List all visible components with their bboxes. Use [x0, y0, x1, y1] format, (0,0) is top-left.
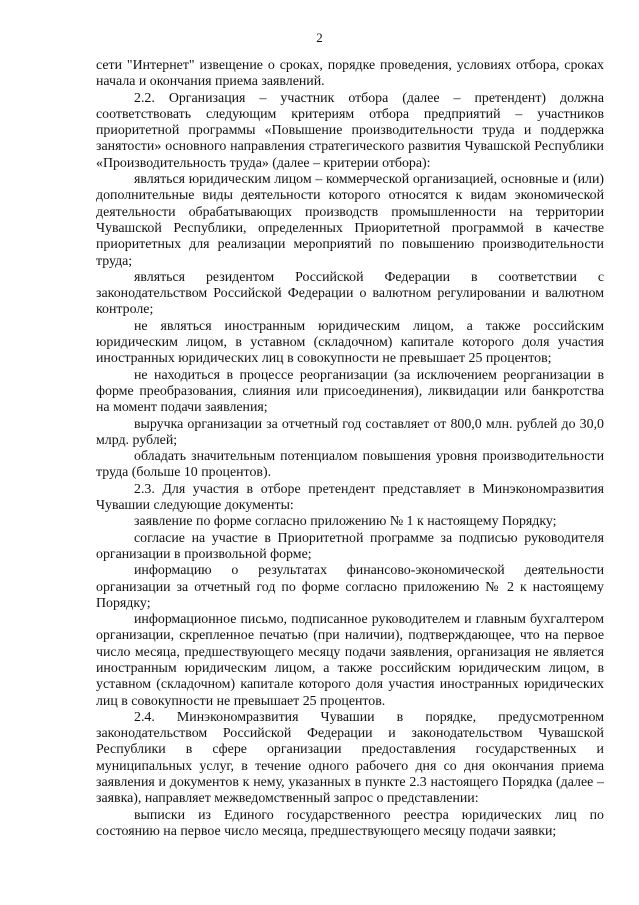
- page-number: 2: [316, 30, 323, 45]
- paragraph-14: 2.4. Минэкономразвития Чувашии в порядке, предусмотренном законодательством Российской Федерации и законодательством Чувашской Республики в сфере организации предоставления государственных и муниципальных услуг, в течение одного рабочего дня со дня окончания приема заявления и документов к нему, указанных в пункте 2.3 настоящего Порядка (далее – заявка), направляет межведомственный запрос о представлении:: [96, 709, 604, 807]
- paragraph-8: обладать значительным потенциалом повышения уровня производительности труда (больше 10 процентов).: [96, 449, 604, 481]
- paragraph-7: выручка организации за отчетный год составляет от 800,0 млн. рублей до 30,0 млрд. рублей;: [96, 416, 604, 448]
- paragraph-4: являться резидентом Российской Федерации в соответствии с законодательством Российской Федерации о валютном регулировании и валютном контроле;: [96, 269, 604, 318]
- paragraph-13: информационное письмо, подписанное руководителем и главным бухгалтером организации, скрепленное печатью (при наличии), подтверждающее, что на первое число месяца, предшествующего месяцу подачи заявления, организация не является иностранным юридическим лицом, а также российским юридическим лицом, в уставном (складочном) капитале которого доля участия иностранных юридических лиц в совокупности не превышает 25 процентов.: [96, 612, 604, 709]
- paragraph-15: выписки из Единого государственного реестра юридических лиц по состоянию на первое число месяца, предшествующего месяцу подачи заявки;: [96, 807, 604, 839]
- paragraph-11: согласие на участие в Приоритетной программе за подписью руководителя организации в произвольной форме;: [96, 530, 604, 562]
- paragraph-6: не находиться в процессе реорганизации (за исключением реорганизации в форме преобразования, слияния или присоединения), ликвидации или банкротства на момент подачи заявления;: [96, 367, 604, 416]
- paragraph-1: сети "Интернет" извещение о сроках, порядке проведения, условиях отбора, сроках начала и окончания приема заявлений.: [96, 58, 604, 90]
- paragraph-3: являться юридическим лицом – коммерческой организацией, основные и (или) дополнительные виды деятельности которого относятся к видам экономической деятельности обрабатывающих производств промышленности на территории Чувашской Республики, определенных Приоритетной программой в качестве приоритетных для реализации мероприятий по повышению производительности труда;: [96, 172, 604, 269]
- document-body: [96, 58, 604, 840]
- paragraph-12: информацию о результатах финансово-экономической деятельности организации за отчетный год по форме согласно приложению № 2 к настоящему Порядку;: [96, 563, 604, 611]
- paragraph-2: 2.2. Организация – участник отбора (далее – претендент) должна соответствовать следующим критериям отбора предприятий – участников приоритетной программы «Повышение производительности труда и поддержка занятости» основного направления стратегического развития Чувашской Республики «Производительность труда» (далее – критерии отбора):: [96, 90, 604, 171]
- paragraph-5: не являться иностранным юридическим лицом, а также российским юридическим лицом, в уставном (складочном) капитале которого доля участия иностранных юридических лиц в совокупности не превышает 25 процентов;: [96, 318, 604, 367]
- paragraph-10: заявление по форме согласно приложению № 1 к настоящему Порядку;: [134, 514, 557, 530]
- paragraph-9: 2.3. Для участия в отборе претендент представляет в Минэкономразвития Чувашии следующие документы:: [96, 481, 604, 514]
